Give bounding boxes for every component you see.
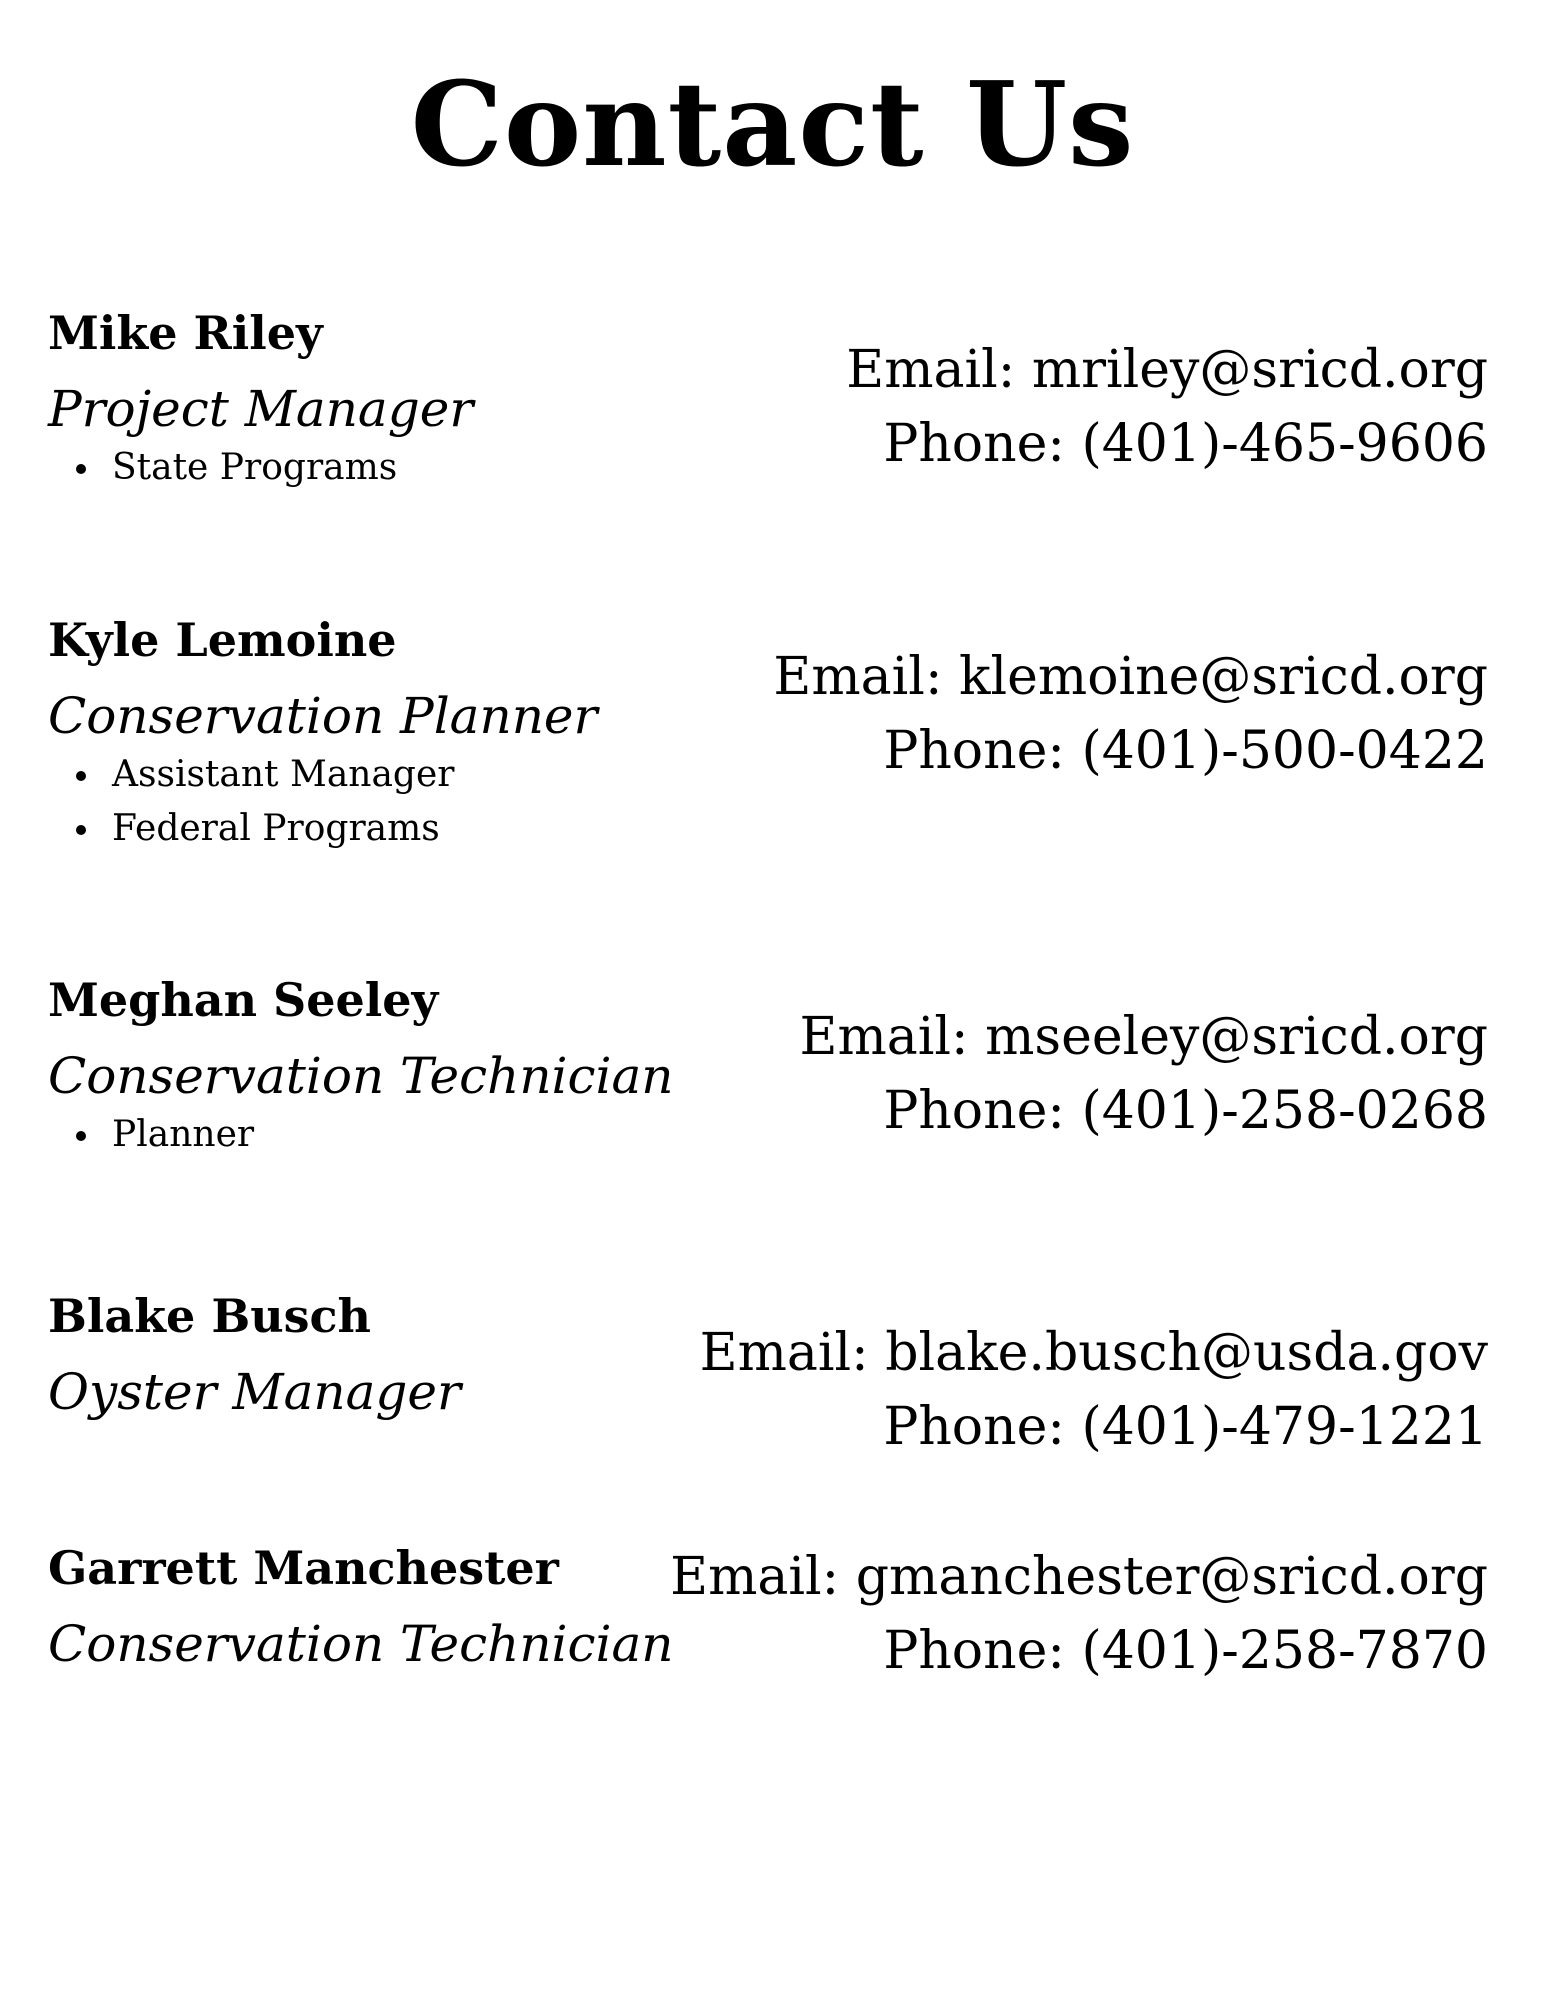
contact-info [588,333,1488,481]
contact-name: Garrett Manchester [48,1541,559,1595]
phone-label: Phone: [883,1081,1065,1141]
contact-name: Blake Busch [48,1289,371,1343]
bullet-icon [76,1131,86,1141]
email-label: Email: [699,1323,869,1383]
phone-label: Phone: [883,1397,1065,1457]
phone-line [588,1390,1488,1464]
duty-label: Assistant Manager [112,754,455,795]
phone-number[interactable]: (401)-500-0422 [1081,721,1488,781]
contact-role: Oyster Manager [48,1363,461,1421]
phone-line [588,1614,1488,1688]
phone-label: Phone: [883,414,1065,474]
email-label: Email: [799,1007,969,1067]
email-line [588,1000,1488,1074]
phone-line [588,407,1488,481]
contact-name: Meghan Seeley [48,973,439,1027]
email-link[interactable]: blake.busch@usda.gov [885,1323,1488,1383]
phone-number[interactable]: (401)-258-0268 [1081,1081,1488,1141]
duty-label: Planner [112,1114,255,1155]
email-label: Email: [670,1547,840,1607]
phone-line [588,1074,1488,1148]
phone-number[interactable]: (401)-465-9606 [1081,414,1488,474]
email-link[interactable]: mseeley@sricd.org [985,1007,1488,1067]
contact-role: Conservation Technician [48,1047,674,1105]
email-label: Email: [773,647,943,707]
bullet-icon [76,771,86,781]
email-link[interactable]: gmanchester@sricd.org [855,1547,1488,1607]
phone-number[interactable]: (401)-258-7870 [1081,1621,1488,1681]
email-line [588,640,1488,714]
phone-label: Phone: [883,721,1065,781]
contact-info [588,1540,1488,1688]
phone-line [588,714,1488,788]
email-link[interactable]: mriley@sricd.org [1031,340,1488,400]
email-line [588,1540,1488,1614]
contact-info [588,1316,1488,1464]
duty-label: State Programs [112,447,398,488]
bullet-icon [76,825,86,835]
email-label: Email: [846,340,1016,400]
email-link[interactable]: klemoine@sricd.org [959,647,1488,707]
contact-role: Conservation Planner [48,687,598,745]
duty-item [48,802,788,856]
email-line [588,1316,1488,1390]
email-line [588,333,1488,407]
phone-number[interactable]: (401)-479-1221 [1081,1397,1488,1457]
contact-role: Conservation Technician [48,1615,674,1673]
phone-label: Phone: [883,1621,1065,1681]
contact-role: Project Manager [48,380,474,438]
bullet-icon [76,464,86,474]
contact-info [588,1000,1488,1148]
contact-name: Mike Riley [48,306,323,360]
contact-info [588,640,1488,788]
contact-name: Kyle Lemoine [48,613,397,667]
page-title: Contact Us [410,57,1135,193]
duty-label: Federal Programs [112,808,440,849]
